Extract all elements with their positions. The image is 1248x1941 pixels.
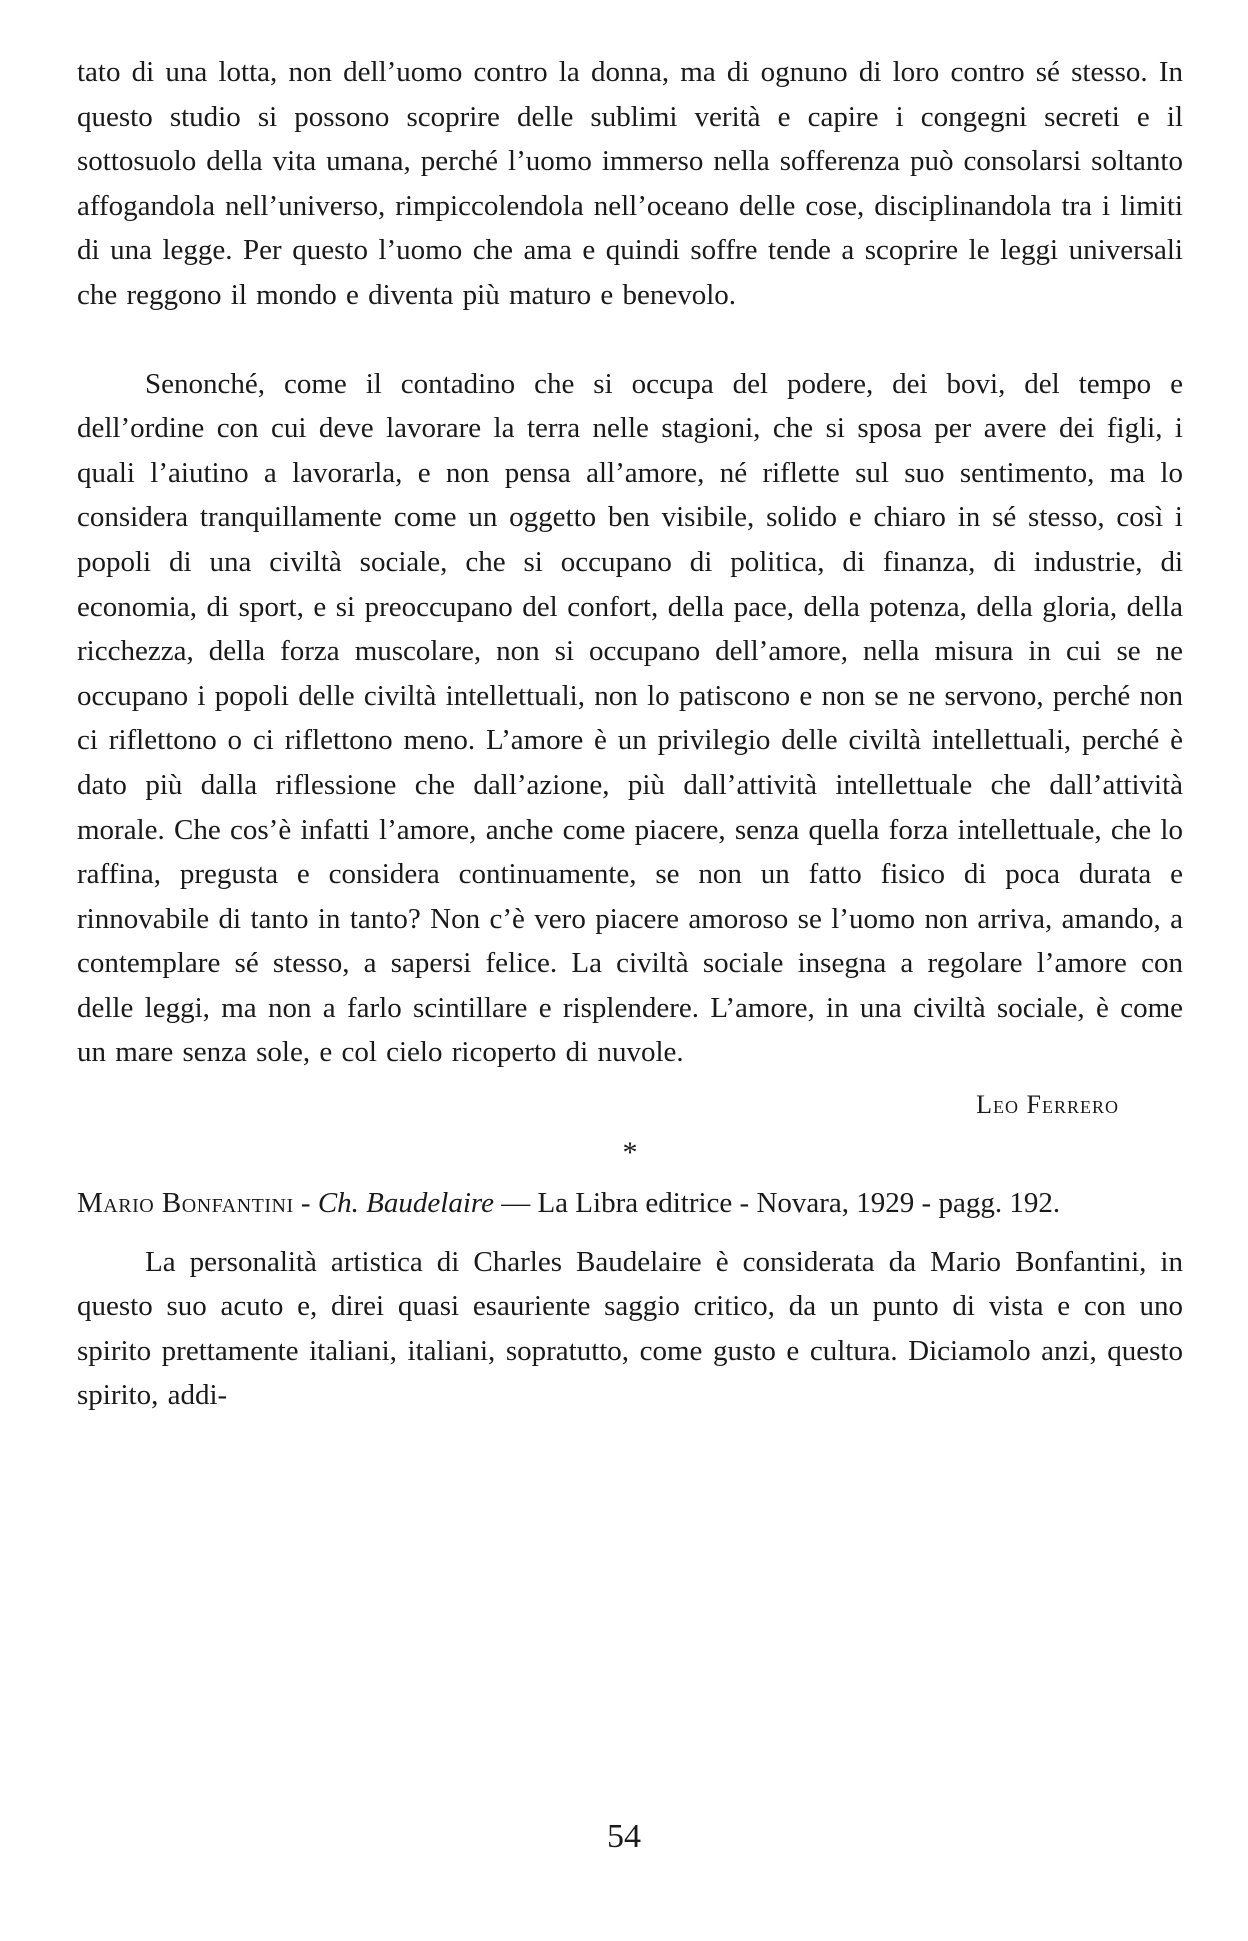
review-paragraph: La personalità artistica di Charles Baudelaire è considerata da Mario Bonfantini, in questo suo acuto e, direi quasi esauriente saggio critico, da un punto di vista e con uno spirito prettamente italiani, italiani, sopratutto, come gusto e cultura. Diciamolo anzi, questo spirito, addi- xyxy=(77,1245,1183,1412)
author-signature: Leo Ferrero xyxy=(976,1090,1119,1120)
continuation-paragraph: tato di una lotta, non dell’uomo contro la donna, ma di ognuno di loro contro sé stesso. In questo studio si possono scoprire delle sublimi verità e capire i congegni secreti e il sottosuolo della vita umana, perché l’uomo immerso nella sofferenza può consolarsi soltanto affogandola nell’universo, rimpiccolendola nell’oceano delle cose, disciplinandola tra i limiti di una legge. Per questo l’uomo che ama e quindi soffre tende a scoprire le leggi universali che reggono il mondo e diventa più maturo e benevolo. xyxy=(77,56,1183,311)
page-number: 54 xyxy=(607,1818,641,1855)
review-bibliographic-entry xyxy=(77,1181,1183,1226)
section-separator: * xyxy=(622,1136,638,1170)
page-body xyxy=(77,50,1183,1418)
review-dash: - xyxy=(293,1187,318,1220)
paragraph-senonche: Senonché, come il contadino che si occupa del podere, dei bovi, del tempo e dell’ordine con cui deve lavorare la terra nelle stagioni, che si sposa per avere dei figli, i quali l’aiutino a lavorarla, e non pensa all’amore, né riflette sul suo sentimento, ma lo considera tranquillamente come un oggetto ben visibile, solido e chiaro in sé stesso, così i popoli di una civiltà sociale, che si occupano di politica, di finanza, di industrie, di economia, di sport, e si preoccupano del confort, della pace, della potenza, della gloria, della ricchezza, della forza muscolare, non si occupano dell’amore, nella misura in cui se ne occupano i popoli delle civiltà intellettuali, non lo patiscono e non se ne servono, perché non ci riflettono o ci riflettono meno. L’amore è un privilegio delle civiltà intellettuali, perché è dato più dalla riflessione che dall’azione, più dall’attività intellettuale che dall’attività morale. Che cos’è infatti l’amore, anche come piacere, senza quella forza intellettuale, che lo raffina, pregusta e considera continuamente, se non un fatto fisico di poca durata e rinnovabile di tanto in tanto? Non c’è vero piacere amoroso se l’uomo non arriva, amando, a contemplare sé stesso, a sapersi felice. La civiltà sociale insegna a regolare l’amore con delle leggi, ma non a farlo scintillare e risplendere. L’amore, in una civiltà sociale, è come un mare senza sole, e col cielo ricoperto di nuvole. xyxy=(77,367,1183,1069)
review-author: Mario Bonfantini xyxy=(77,1187,294,1220)
review-publisher: — La Libra editrice - Novara, 1929 - pagg. 192. xyxy=(493,1187,1061,1220)
review-book-title: Ch. Baudelaire xyxy=(317,1187,494,1220)
